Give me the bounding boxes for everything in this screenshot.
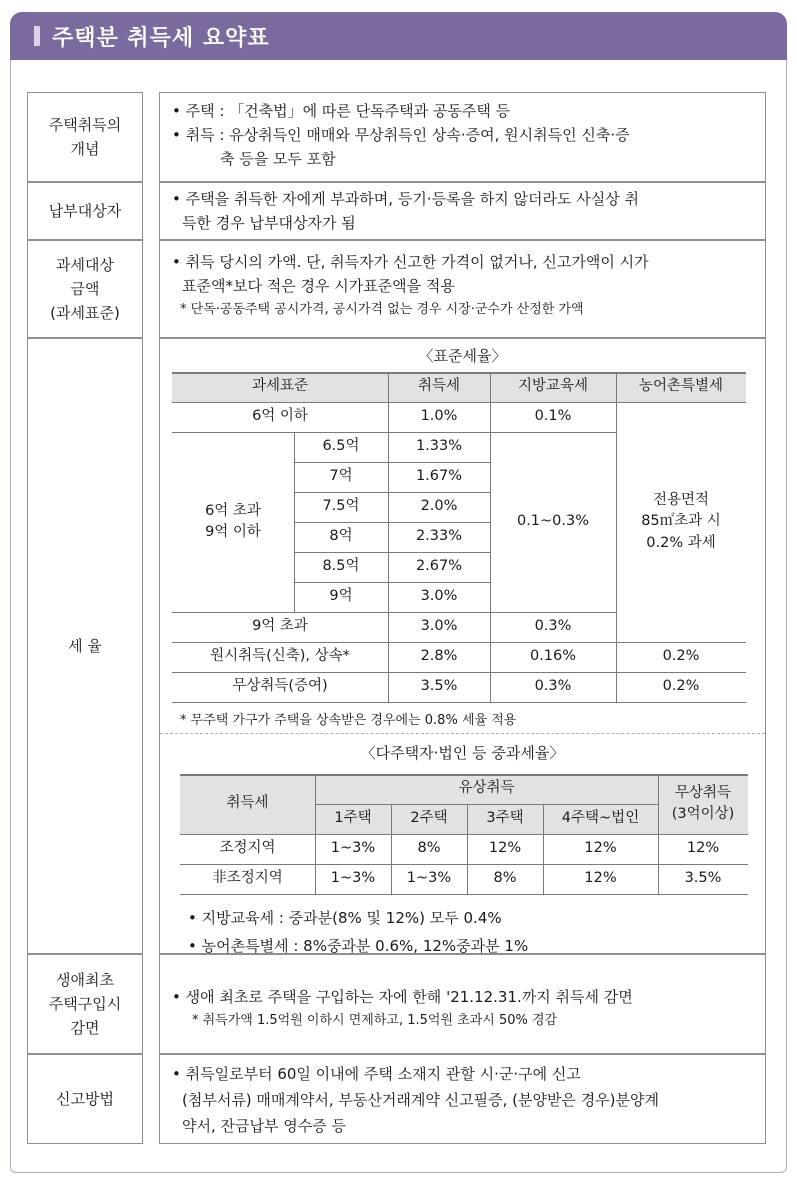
std-mid-rate: 2.33% [415,528,463,545]
std-row-orig-acq: 2.8% [420,648,458,665]
report-text [172,1061,755,1139]
heavy-cell: 12% [686,840,720,857]
std-mid-rate: 2.0% [420,498,458,515]
heavy-bullet-2: • 농어촌특별세 : 8%중과분 0.6%, 12%중과분 1% [188,937,529,955]
content-payer [159,182,766,240]
payer-line1: • 주택을 취득한 자에게 부과하며, 등기·등록을 하지 않더라도 사실상 취 [172,190,640,208]
std-mid-rate: 1.33% [415,438,463,455]
std-row-6below-label: 6억 이하 [252,408,308,425]
label-base-line1: 과세대상 [56,256,114,274]
first-text [172,985,755,1033]
heavy-head-free-line1: 무상취득 [674,784,732,801]
payer-line2: 득한 경우 납부대상자가 됨 [182,214,356,232]
heavy-sub-head: 3주택 [467,804,543,834]
content-report [159,1054,766,1144]
report-line3: 약서, 잔금납부 영수증 등 [182,1117,346,1135]
std-line [172,372,746,374]
concept-line1: • 주택 : 「건축법」에 따른 단독주택과 공동주택 등 [172,102,511,120]
heavy-cell: 8% [417,840,441,857]
std-line [294,492,490,493]
base-text [172,250,755,322]
first-note: * 취득가액 1.5억원 이하시 면제하고, 1.5억원 초과시 50% 경감 [192,1013,558,1028]
content-concept [159,92,766,182]
content-first [159,954,766,1054]
std-head-edu: 지방교육세 [490,372,616,402]
std-row-free-edu: 0.3% [534,678,572,695]
std-row-6below-acq: 1.0% [420,408,458,425]
label-concept-line1: 주택취득의 [48,116,122,134]
report-line1: • 취득일로부터 60일 이내에 주택 소재지 관할 시·군·구에 신고 [172,1065,581,1083]
first-line1: • 생애 최초로 주택을 구입하는 자에 한해 '21.12.31.까지 취득세 감면 [172,988,633,1006]
std-rate-title: 〈표준세율〉 [418,347,507,365]
heavy-vline [658,774,659,894]
std-line [172,702,746,703]
heavy-vline [543,804,544,894]
label-report: 신고방법 [27,1054,143,1144]
std-row-free-rural: 0.2% [662,678,700,695]
heavy-vline [391,804,392,894]
heavy-line [180,774,748,776]
std-line [294,522,490,523]
base-note: * 단독·공동주택 공시가격, 공시가격 없는 경우 시장·군수가 산정한 가액 [180,302,584,317]
std-line [172,402,746,403]
page-title: 주택분 취득세 요약표 [52,26,270,51]
heavy-vline [467,804,468,894]
std-vline [616,372,617,702]
std-row-free-acq: 3.5% [420,678,458,695]
std-mid-price: 7.5억 [322,498,360,515]
concept-line2b: 축 등을 모두 포함 [220,150,336,168]
heavy-line [180,864,748,865]
heavy-cell: 1~3% [330,870,376,887]
std-mid-price: 6.5억 [322,438,360,455]
heavy-sub-head: 1주택 [315,804,391,834]
heavy-head-free [658,774,748,834]
label-first-line2: 주택구입시 [48,995,122,1013]
concept-text [172,99,755,171]
std-row-orig-label: 원시취득(신축), 상속* [210,648,350,665]
std-row-orig-rural: 0.2% [662,648,700,665]
std-line [172,612,616,613]
std-note: * 무주택 가구가 주택을 상속받은 경우에는 0.8% 세율 적용 [180,713,517,728]
std-mid-price: 8.5억 [322,558,360,575]
heavy-row-label: 조정지역 [219,840,276,857]
std-mid-edu: 0.1~0.3% [516,513,590,530]
std-head-rural: 농어촌특별세 [616,372,746,402]
heavy-row-label: 非조정지역 [212,870,283,887]
heavy-cell: 1~3% [406,870,452,887]
heavy-sub-head: 2주택 [391,804,467,834]
heavy-bullets [188,904,528,960]
std-mid-rate: 2.67% [415,558,463,575]
label-payer: 납부대상자 [27,182,143,240]
heavy-cell: 12% [584,870,617,887]
report-line2: (첨부서류) 매매계약서, 부동산거래계약 신고필증, (분양받은 경우)분양계 [182,1091,659,1109]
label-first [27,954,143,1054]
std-mid-label [172,432,294,612]
std-head-base: 과세표준 [172,372,388,402]
std-line [294,552,490,553]
label-first-line3: 감면 [70,1019,100,1037]
heavy-rate-title: 〈다주택자·법인 등 중과세율〉 [360,744,565,762]
std-vline [490,372,491,702]
std-mid-rate: 1.67% [415,468,463,485]
std-mid-price: 7억 [329,468,353,485]
heavy-vline [315,774,316,894]
std-row-9over-edu: 0.3% [534,618,572,635]
label-concept [27,92,143,182]
content-base [159,240,766,338]
heavy-cell: 8% [493,870,517,887]
heavy-cell: 12% [584,840,617,857]
std-row-9over-acq: 3.0% [420,618,458,635]
std-line [172,672,746,673]
label-base-line3: (과세표준) [50,304,120,322]
std-mid-rate: 3.0% [420,588,458,605]
std-line [294,582,490,583]
heavy-sub-head: 4주택~법인 [543,804,658,834]
std-mid-label-line2: 9억 이하 [205,524,261,540]
rate-divider [160,733,765,734]
heavy-cell: 12% [488,840,522,857]
std-mid-price: 8억 [329,528,353,545]
heavy-cell: 1~3% [330,840,376,857]
heavy-head-paid: 유상취득 [315,774,658,804]
std-line [172,432,616,433]
heavy-cell: 3.5% [684,870,722,887]
std-vline [294,432,295,612]
payer-text [172,187,755,235]
heavy-bullet-1: • 지방교육세 : 중과분(8% 및 12%) 모두 0.4% [188,909,502,927]
std-row-9over-label: 9억 초과 [252,618,308,635]
heavy-head-free-line2: (3억이상) [671,806,735,822]
title-bar-mark [34,26,40,46]
heavy-head-acq: 취득세 [180,774,315,834]
std-line [294,462,490,463]
base-line1: • 취득 당시의 가액. 단, 취득자가 신고한 가격이 없거나, 신고가액이 시가 [172,253,649,271]
std-rural-line3: 0.2% 과세 [646,534,716,551]
std-row-free-label: 무상취득(증여) [232,678,328,695]
std-vline [388,372,389,702]
title-banner [10,12,787,60]
heavy-line [315,804,658,805]
std-mid-price: 9억 [329,588,353,605]
label-base-line2: 금액 [70,280,100,298]
std-mid-label-line1: 6억 초과 [205,502,261,519]
label-rate: 세 율 [27,338,143,954]
label-first-line1: 생애최초 [56,971,114,989]
std-row-6below-edu: 0.1% [534,408,572,425]
std-rural-line2: 85㎡초과 시 [641,513,721,530]
concept-line2a: • 취득 : 유상취득인 매매와 무상취득인 상속·증여, 원시취득인 신축·증 [172,126,630,144]
std-line [172,642,746,643]
std-head-acq: 취득세 [388,372,490,402]
label-concept-line2: 개념 [70,140,100,158]
std-rural-merged [616,402,746,642]
std-rural-line1: 전용면적 [652,492,710,509]
std-row-orig-edu: 0.16% [529,648,577,665]
heavy-line [180,834,748,835]
base-line2: 표준액*보다 적은 경우 시가표준액을 적용 [182,277,455,295]
heavy-line [180,894,748,895]
label-base [27,240,143,338]
